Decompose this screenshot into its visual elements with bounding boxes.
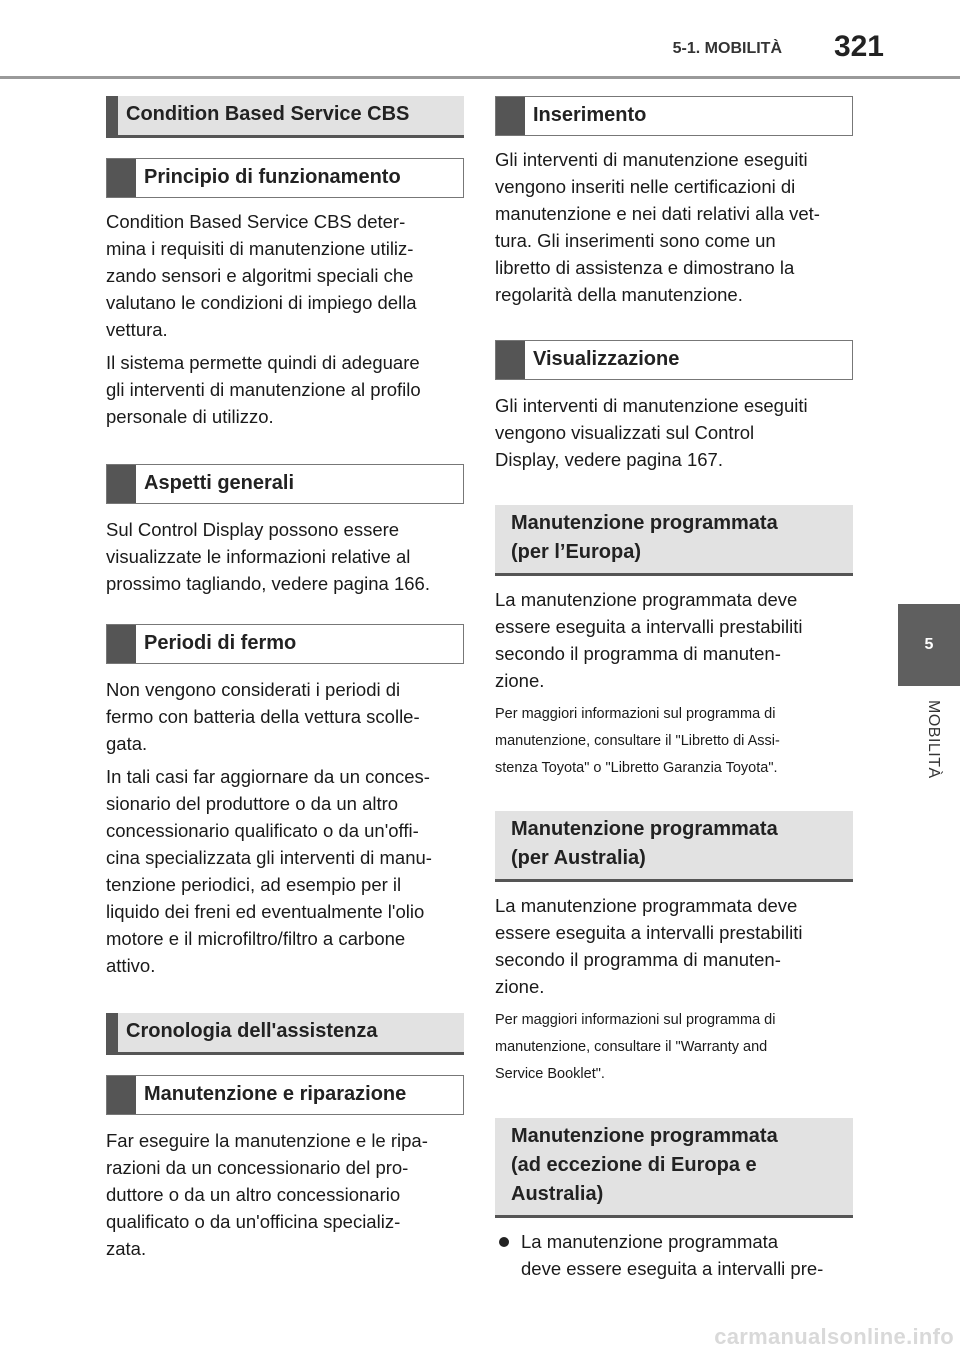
header-section-title: 5-1. MOBILITÀ (672, 40, 782, 57)
paragraph: Gli interventi di manutenzione eseguiti vengono visualizzati sul Control Display, vedere pagina 167. (495, 395, 808, 470)
chapter-tab: 5 (898, 604, 960, 686)
watermark-brand: carmanualsonline.info (714, 1324, 954, 1349)
bullet-item (495, 1228, 853, 1282)
subheading-entry: Inserimento (495, 96, 853, 136)
heading-scheduled-other: Manutenzione programmata (ad eccezione di Europa e Australia) (495, 1118, 853, 1218)
paragraph: Sul Control Display possono essere visualizzate le informazioni relative al prossimo tagliando, vedere pagina 166. (106, 519, 430, 594)
heading-scheduled-europe: Manutenzione programmata (per l’Europa) (495, 505, 853, 576)
note: Per maggiori informazioni sul programma di manutenzione, consultare il "Warranty and Service Booklet". (495, 1012, 776, 1082)
paragraph: Gli interventi di manutenzione eseguiti vengono inseriti nelle certificazioni di manutenzione e nei dati relativi alla vet- tura. Gli inserimenti sono come un libretto di assistenza e dimostrano la regolarità della manutenzione. (495, 149, 820, 305)
section-heading-cbs: Condition Based Service CBS (106, 96, 464, 138)
chapter-label: MOBILITÀ (925, 700, 942, 779)
paragraph: Far eseguire la manutenzione e le ripa- razioni da un concessionario del pro- duttore o da un altro concessionario qualificato o da un'officina specializ- zata. (106, 1130, 428, 1259)
subheading-downtime: Periodi di fermo (106, 624, 464, 664)
bullet-text: La manutenzione programmata deve essere eseguita a intervalli pre- (521, 1231, 824, 1279)
section-heading-history: Cronologia dell'assistenza (106, 1013, 464, 1055)
paragraph: La manutenzione programmata deve essere eseguita a intervalli prestabiliti secondo il programma di manuten- zione. (495, 589, 803, 691)
subheading-general: Aspetti generali (106, 464, 464, 504)
header-rule (0, 76, 960, 79)
paragraph: In tali casi far aggiornare da un conces- sionario del produttore o da un altro concessionario qualificato o da un'offi- cina specializzata gli interventi di manu- tenzione periodici, ad esempio per il liquido dei freni ed eventualmente l'olio motore e il microfiltro/filtro a carbone attivo. (106, 766, 432, 976)
paragraph: Non vengono considerati i periodi di fermo con batteria della vettura scolle- gata. (106, 679, 420, 754)
subheading-maintenance: Manutenzione e riparazione (106, 1075, 464, 1115)
heading-scheduled-australia: Manutenzione programmata (per Australia) (495, 811, 853, 882)
left-column (106, 96, 464, 1262)
bullet-dot-icon (499, 1237, 509, 1247)
paragraph: Il sistema permette quindi di adeguare gli interventi di manutenzione al profilo personale di utilizzo. (106, 352, 421, 427)
subheading-display: Visualizzazione (495, 340, 853, 380)
paragraph: Condition Based Service CBS deter- mina i requisiti di manutenzione utiliz- zando sensori e algoritmi speciali che valutano le condizioni di impiego della vettura. (106, 211, 417, 340)
page-number: 321 (833, 30, 884, 63)
note: Per maggiori informazioni sul programma di manutenzione, consultare il "Libretto di Assi- stenza Toyota" o "Libretto Garanzia Toyota". (495, 706, 780, 776)
subheading-principle: Principio di funzionamento (106, 158, 464, 198)
paragraph: La manutenzione programmata deve essere eseguita a intervalli prestabiliti secondo il programma di manuten- zione. (495, 895, 803, 997)
right-column (495, 96, 853, 1282)
